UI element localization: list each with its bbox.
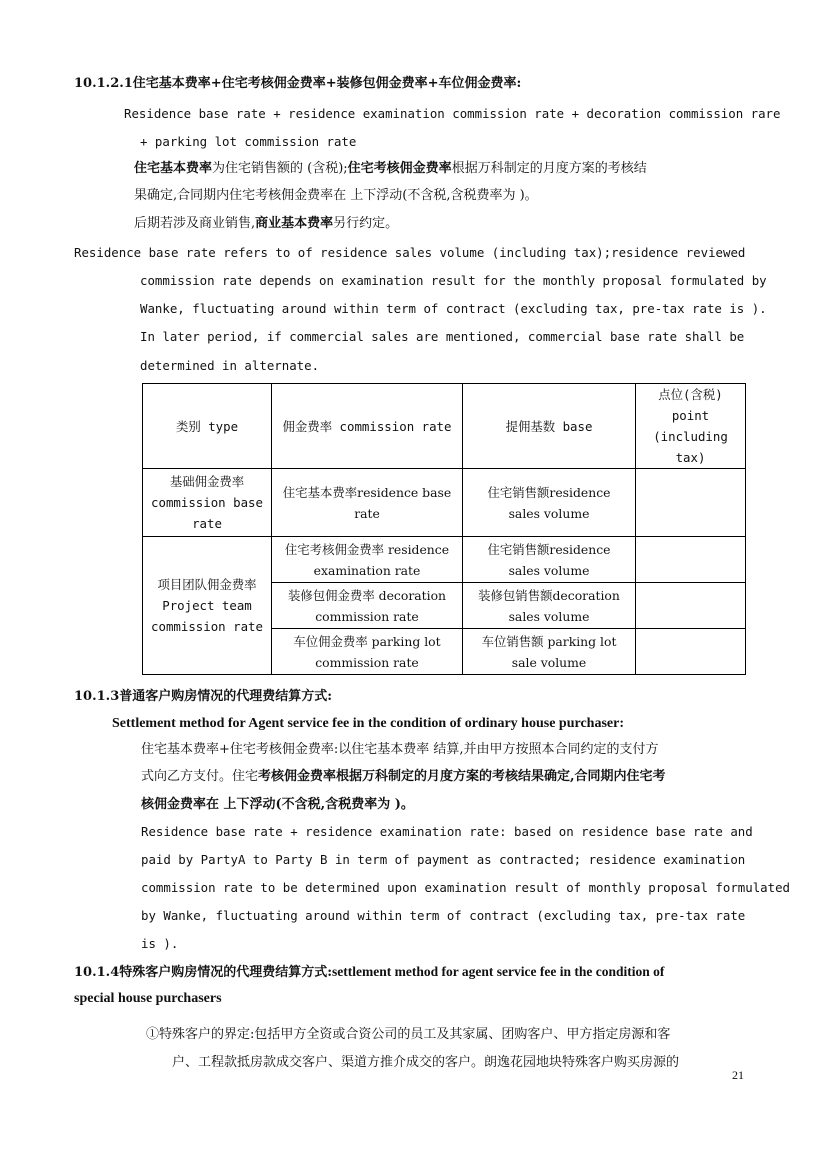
en-paragraph-line-5: is ).: [141, 936, 179, 951]
cell-point: [636, 629, 746, 675]
cell-line: examination rate: [313, 562, 421, 578]
en-paragraph-line-4: In later period, if commercial sales are mentioned, commercial base rate shall be: [140, 329, 745, 344]
cell-line: 住宅考核佣金费率 residence: [284, 541, 450, 557]
cell-line: commission rate: [151, 619, 263, 634]
cell-line: rate: [354, 505, 380, 521]
cn-paragraph-line-3: 核佣金费率在 上下浮动(不含税,含税费率为 )。: [141, 797, 414, 812]
cell-type-project-team: [143, 537, 272, 675]
term-exam-rate-clause: 考核佣金费率根据万科制定的月度方案的考核结果确定,合同期内住宅考: [258, 769, 666, 784]
cell-base: [463, 629, 636, 675]
en-paragraph-line-2: commission rate depends on examination result for the monthly proposal formulated by: [140, 273, 767, 288]
en-paragraph-line-1: Residence base rate + residence examination rate: based on residence base rate and: [141, 824, 753, 839]
cn-paragraph-line-1: 住宅基本费率+住宅考核佣金费率:以住宅基本费率 结算,并由甲方按照本合同约定的支付方: [141, 742, 659, 757]
header-point-line-2: point: [671, 408, 710, 423]
cell-rate: [272, 583, 463, 629]
cell-line: 车位销售额 parking lot: [481, 633, 617, 649]
heading-cn: 10.1.4特殊客户购房情况的代理费结算方式:: [74, 965, 333, 980]
cn-paragraph-line-2: 果确定,合同期内住宅考核佣金费率在 上下浮动(不含税,含税费率为 )。: [134, 188, 538, 203]
cell-line: rate: [192, 516, 222, 531]
cn-paragraph-line-1: [134, 159, 647, 179]
heading-en: settlement method for agent service fee in the condition of: [332, 964, 665, 979]
en-paragraph-line-5: determined in alternate.: [140, 358, 320, 373]
cn-paragraph-line-2: [141, 767, 666, 787]
cell-base: [463, 537, 636, 583]
section-heading-10-1-3: 10.1.3普通客户购房情况的代理费结算方式:: [74, 689, 333, 704]
cell-line: 基础佣金费率: [169, 474, 245, 489]
header-type-label: 类别 type: [175, 418, 239, 434]
section-heading-10-1-2-1: 10.1.2.1住宅基本费率+住宅考核佣金费率+装修包佣金费率+车位佣金费率:: [74, 76, 522, 91]
en-paragraph-line-4: by Wanke, fluctuating around within term of contract (excluding tax, pre-tax rate: [141, 908, 746, 923]
cell-rate: [272, 629, 463, 675]
en-formula-line-2: + parking lot commission rate: [140, 134, 357, 149]
header-base-label: 提佣基数 base: [505, 418, 593, 434]
cell-line: 住宅销售额residence: [487, 541, 611, 557]
cell-line: 项目团队佣金费率: [157, 577, 257, 592]
cn-paragraph-line-1: ①特殊客户的界定:包括甲方全资或合资公司的员工及其家属、团购客户、甲方指定房源和客: [146, 1027, 671, 1042]
cell-line: sale volume: [511, 654, 587, 670]
cn-paragraph-line-3: [134, 214, 398, 234]
cell-line: commission rate: [315, 608, 419, 624]
cell-line: Project team: [162, 598, 252, 613]
header-commission-rate: [272, 384, 463, 469]
text-segment: 另行约定。: [333, 216, 399, 231]
table-row: [143, 537, 746, 583]
cn-paragraph-line-2: 户、工程款抵房款成交客户、渠道方推介成交的客户。朗逸花园地块特殊客户购买房源的: [172, 1055, 680, 1070]
cell-base: [463, 469, 636, 537]
cell-line: sales volume: [508, 562, 590, 578]
cell-base: [463, 583, 636, 629]
cell-line: commission base: [151, 495, 263, 510]
cell-line: 住宅基本费率residence base: [282, 484, 452, 500]
commission-rate-table: [142, 383, 746, 675]
cell-line: sales volume: [508, 505, 590, 521]
header-point: [636, 384, 746, 469]
page-number: 21: [732, 1068, 744, 1082]
en-formula-line-1: Residence base rate + residence examination commission rate + decoration commission rare: [124, 106, 781, 121]
cell-point: [636, 583, 746, 629]
cell-line: sales volume: [508, 608, 590, 624]
cell-line: 装修包销售额decoration: [478, 587, 620, 603]
cell-line: 装修包佣金费率 decoration: [287, 587, 447, 603]
text-segment: 为住宅销售额的 (含税);: [212, 161, 348, 176]
cell-line: commission rate: [315, 654, 419, 670]
en-paragraph-line-3: Wanke, fluctuating around within term of contract (excluding tax, pre-tax rate is ).: [140, 301, 767, 316]
en-paragraph-line-1: Residence base rate refers to of residence sales volume (including tax);residence reviewed: [74, 245, 746, 260]
table-header-row: [143, 384, 746, 469]
cell-line: 住宅销售额residence: [487, 484, 611, 500]
cell-line: 车位佣金费率 parking lot: [293, 633, 441, 649]
section-subheading-ordinary: Settlement method for Agent service fee in the condition of ordinary house purchaser:: [112, 716, 624, 731]
section-heading-10-1-4: [74, 962, 664, 983]
text-segment: 式向乙方支付。住宅: [141, 769, 259, 784]
header-type: [143, 384, 272, 469]
cell-rate: [272, 469, 463, 537]
term-residence-exam-rate: 住宅考核佣金费率: [347, 161, 452, 176]
cell-point: [636, 469, 746, 537]
section-heading-10-1-4-cont: special house purchasers: [74, 991, 222, 1006]
header-base: [463, 384, 636, 469]
header-rate-label: 佣金费率 commission rate: [282, 418, 452, 434]
term-residence-base-rate: 住宅基本费率: [134, 161, 213, 176]
cell-rate: [272, 537, 463, 583]
cell-point: [636, 537, 746, 583]
text-segment: 后期若涉及商业销售,: [134, 216, 256, 231]
en-paragraph-line-2: paid by PartyA to Party B in term of payment as contracted; residence examination: [141, 852, 746, 867]
en-paragraph-line-3: commission rate to be determined upon examination result of monthly proposal formulated: [141, 880, 791, 895]
header-point-line-3: (including tax): [653, 429, 728, 465]
text-segment: 根据万科制定的月度方案的考核结: [451, 161, 647, 176]
term-commercial-base-rate: 商业基本费率: [255, 216, 334, 231]
cell-type-base: [143, 469, 272, 537]
header-point-line-1: 点位(含税): [658, 387, 723, 402]
table-row: [143, 469, 746, 537]
